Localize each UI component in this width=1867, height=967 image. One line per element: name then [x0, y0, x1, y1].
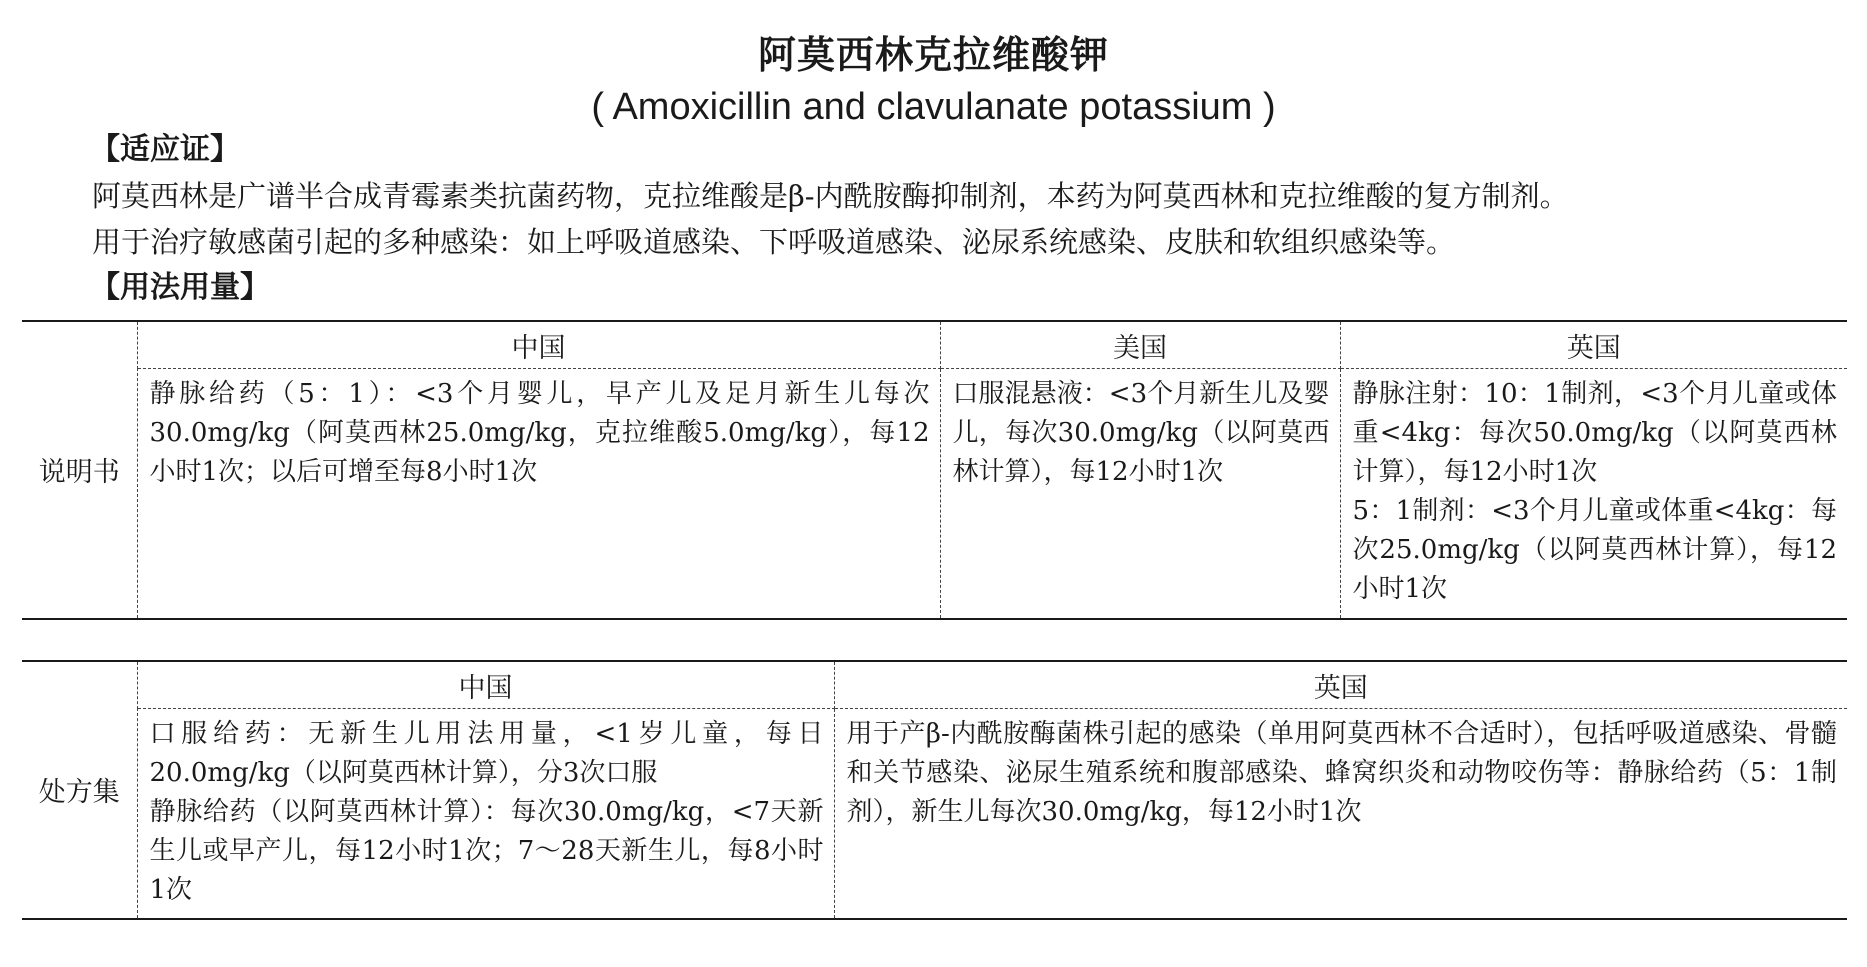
dosage-heading: 【用法用量】	[90, 270, 270, 305]
cell-instructions-usa	[940, 369, 1340, 619]
cell-formulary-uk	[834, 709, 1847, 919]
cell-text: 口服混悬液：<3个月新生儿及婴儿，每次30.0mg/kg（以阿莫西林计算），每12小时1次	[952, 379, 1330, 487]
row-label-instructions: 说明书	[22, 321, 137, 619]
formulary-table	[22, 660, 1847, 920]
cell-text: 用于产β-内酰胺酶菌株引起的感染（单用阿莫西林不合适时），包括呼吸道感染、骨髓和关节感染、泌尿生殖系统和腹部感染、蜂窝织炎和动物咬伤等：静脉给药（5：1制剂），新生儿每次30.0mg/kg，每12小时1次	[846, 719, 1837, 827]
col-head-china: 中国	[137, 661, 834, 709]
col-head-usa: 美国	[940, 321, 1340, 369]
col-head-uk: 英国	[1340, 321, 1847, 369]
row-label-formulary: 处方集	[22, 661, 137, 919]
indications-line-1: 阿莫西林是广谱半合成青霉素类抗菌药物，克拉维酸是β-内酰胺酶抑制剂，本药为阿莫西林和克拉维酸的复方制剂。	[92, 179, 1569, 213]
indications-line-2: 用于治疗敏感菌引起的多种感染：如上呼吸道感染、下呼吸道感染、泌尿系统感染、皮肤和软组织感染等。	[92, 225, 1456, 259]
cell-text: 5：1制剂：<3个月儿童或体重<4kg：每次25.0mg/kg（以阿莫西林计算），每12小时1次	[1352, 496, 1837, 604]
col-head-uk: 英国	[834, 661, 1847, 709]
cell-text: 口服给药：无新生儿用法用量，<1岁儿童，每日20.0mg/kg（以阿莫西林计算），分3次口服	[149, 719, 824, 788]
col-head-china: 中国	[137, 321, 940, 369]
cell-text: 静脉注射：10：1制剂，<3个月儿童或体重<4kg：每次50.0mg/kg（以阿莫西林计算），每12小时1次	[1352, 379, 1837, 487]
indications-heading: 【适应证】	[90, 132, 240, 167]
cell-text: 静脉给药（以阿莫西林计算）：每次30.0mg/kg，<7天新生儿或早产儿，每12小时1次；7～28天新生儿，每8小时1次	[149, 797, 824, 905]
cell-formulary-china	[137, 709, 834, 919]
instructions-table	[22, 320, 1847, 620]
cell-instructions-uk	[1340, 369, 1847, 619]
cell-instructions-china	[137, 369, 940, 619]
cell-text: 静脉给药（5：1）：<3个月婴儿，早产儿及足月新生儿每次30.0mg/kg（阿莫西林25.0mg/kg，克拉维酸5.0mg/kg），每12小时1次；以后可增至每8小时1次	[149, 379, 930, 487]
drug-title-english: ( Amoxicillin and clavulanate potassium )	[591, 86, 1276, 128]
drug-title-chinese: 阿莫西林克拉维酸钾	[757, 33, 1109, 77]
